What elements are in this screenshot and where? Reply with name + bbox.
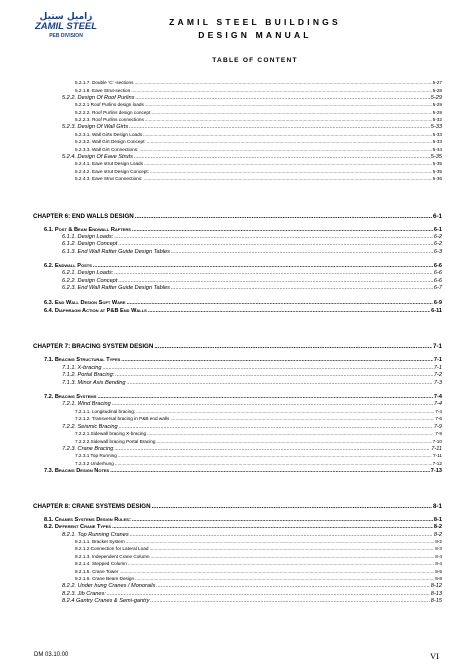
toc-entry-title: 7.2.1.2. Transversal bracing in P&B end walls — [75, 416, 170, 421]
toc-entry[interactable] — [75, 162, 442, 167]
toc-entry-title: 6.1. Post & Beam Endwall Rafters — [44, 226, 131, 233]
toc-entry[interactable] — [75, 570, 442, 575]
toc-entry-page: 6-6 — [433, 270, 442, 276]
toc-entry-title: 5.2.3. Design Of Wall Girts — [62, 124, 129, 130]
toc-entry[interactable] — [62, 447, 442, 453]
toc-entry-title: 7.1.1. X-bracing — [62, 364, 102, 371]
toc-entry[interactable] — [44, 301, 442, 307]
toc-entry[interactable] — [75, 111, 442, 116]
toc-leader-dots — [115, 373, 433, 379]
toc-leader-dots — [114, 235, 433, 241]
toc-entry-title: 6.2.2. Design Concept — [62, 278, 118, 284]
toc-entry[interactable] — [75, 133, 442, 138]
toc-entry-page: 8-5 — [435, 568, 442, 574]
toc-entry-title: 8.2. Different Crane Types — [44, 524, 112, 530]
toc-entry-title: 5.2.2.3. Roof Purlins connections — [75, 117, 144, 122]
toc-entry-title: 6.4. Diaphragm Action at P&B End Walls — [44, 307, 147, 314]
toc-entry-page: 7-3 — [433, 379, 442, 386]
toc-entry[interactable] — [44, 469, 442, 475]
toc-leader-dots — [152, 504, 432, 510]
toc-entry[interactable] — [75, 89, 442, 94]
toc-leader-dots — [156, 584, 430, 590]
toc-entry[interactable] — [62, 125, 442, 131]
toc-entry-page: 8-1 — [433, 517, 442, 523]
toc-entry[interactable] — [62, 373, 442, 379]
toc-entry-page: 8-8 — [435, 575, 442, 581]
toc-entry[interactable] — [44, 228, 442, 234]
toc-leader-dots — [103, 366, 433, 372]
toc-entry-title: 5.2.4.2. Eave strut Design Concept: — [75, 168, 149, 174]
toc-entry[interactable] — [44, 309, 442, 315]
toc-leader-dots — [171, 286, 433, 292]
toc-entry-page: 7-4 — [433, 401, 442, 407]
toc-entry-page: 5-34 — [432, 146, 442, 152]
toc-entry-title: 7.1. Bracing Structural Types — [44, 357, 121, 363]
toc-entry-title: 8.2.3. Jib Cranes: — [62, 590, 106, 597]
toc-entry-title: 7.2.1.1. Longitudinal bracing: — [75, 409, 136, 414]
toc-entry-title: 8.2.1.5. Crane Tower — [75, 568, 119, 574]
toc-entry[interactable] — [75, 103, 442, 108]
toc-leader-dots — [127, 301, 433, 307]
toc-entry-page: 5-36 — [432, 176, 442, 181]
toc-entry-title: 5.2.3.3. Wall Girt Connections: — [75, 146, 139, 152]
toc-entry-page: 8-2 — [433, 524, 442, 530]
toc-entry-page: 6-9 — [433, 300, 442, 306]
toc-entry[interactable] — [62, 286, 442, 292]
toc-entry-title: 8.2.4 Gantry Cranes & Semi-gantry — [62, 598, 150, 604]
toc-entry-page: 6-11 — [431, 307, 442, 314]
toc-leader-dots — [150, 170, 432, 175]
toc-leader-dots — [121, 358, 433, 364]
toc-leader-dots — [139, 148, 431, 153]
toc-leader-dots — [110, 469, 430, 475]
toc-leader-dots — [128, 562, 434, 567]
toc-entry-title: 7.2.1. Wind Bracing — [62, 401, 111, 407]
toc-entry[interactable] — [75, 140, 442, 145]
toc-entry[interactable] — [62, 381, 442, 387]
toc-entry[interactable] — [75, 577, 442, 582]
toc-entry-page: 6-2 — [433, 241, 442, 247]
toc-leader-dots — [145, 118, 432, 123]
toc-entry[interactable] — [75, 547, 442, 552]
toc-entry[interactable] — [75, 462, 442, 467]
toc-entry[interactable] — [62, 366, 442, 372]
toc-leader-dots — [150, 547, 435, 552]
toc-entry-page: 5-27 — [432, 80, 442, 85]
toc-entry[interactable] — [62, 155, 442, 161]
toc-entry-page: 7-1 — [433, 357, 442, 363]
toc-entry-title: 6.1.3. End Wall Rafter Guide Design Tables — [62, 248, 170, 255]
toc-entry-page: 6-3 — [433, 248, 442, 255]
logo-division-text: PEB DIVISION — [49, 33, 83, 39]
toc-entry-page: 8-13 — [430, 590, 442, 597]
toc-leader-dots — [134, 155, 430, 161]
toc-leader-dots — [114, 271, 433, 277]
toc-leader-dots — [135, 214, 432, 220]
toc-entry-page: 8-1 — [433, 503, 442, 510]
toc-entry-page: 7-4 — [433, 394, 442, 400]
toc-entry-page: 6-1 — [433, 213, 442, 220]
toc-entry-page: 7-11 — [431, 446, 442, 452]
toc-leader-dots — [131, 89, 431, 94]
toc-entry-page: 6-6 — [433, 263, 442, 269]
toc-entry-page: 6-6 — [433, 278, 442, 284]
toc-leader-dots — [136, 410, 434, 415]
toc-entry[interactable] — [62, 250, 442, 256]
toc-leader-dots — [118, 454, 432, 459]
toc-entry-title: 7.1.3. Minor Axis Bending — [62, 379, 126, 386]
toc-entry-page: 8-15 — [430, 598, 442, 604]
toc-entry-title: CHAPTER 7: BRACING SYSTEM DESIGN — [33, 343, 154, 350]
toc-leader-dots — [151, 555, 435, 560]
toc-leader-dots — [97, 395, 432, 401]
toc-entry[interactable] — [75, 432, 442, 437]
toc-entry[interactable] — [75, 148, 442, 153]
toc-entry-page: 5-33 — [432, 131, 442, 137]
toc-entry-title: 5.2.4.1. Eave strut Design Loads — [75, 161, 144, 166]
toc-leader-dots — [119, 425, 433, 431]
toc-entry-page: 8-2 — [435, 539, 442, 544]
toc-entry-page: 5-35 — [430, 154, 442, 160]
toc-entry-title: 5.2.1.7. Double ‘C’ -sections — [75, 80, 134, 85]
toc-entry-title: 7.2.2.1.Sidewall bracing X-bracing — [75, 431, 147, 436]
toc-entry-title: 7.2. Bracing Systems — [44, 394, 97, 400]
toc-entry-page: 8-4 — [435, 561, 442, 566]
toc-entry-page: 7-2 — [433, 372, 442, 378]
toc-entry[interactable] — [75, 555, 442, 560]
toc-leader-dots — [147, 432, 434, 437]
toc-entry-page: 8-3 — [435, 546, 442, 551]
toc-leader-dots — [145, 103, 432, 108]
toc-entry[interactable] — [75, 440, 442, 445]
toc-entry-page: 6-7 — [433, 285, 442, 291]
toc-leader-dots — [127, 381, 433, 387]
toc-leader-dots — [129, 125, 430, 131]
toc-entry-page: 7-13 — [430, 468, 442, 474]
toc-entry[interactable] — [44, 358, 442, 364]
toc-entry-title: 7.2.2.2.Sidewall bracing Portal Bracing — [75, 438, 156, 444]
document-code: DM 03.10.00 — [34, 652, 69, 658]
toc-leader-dots — [151, 111, 431, 116]
toc-leader-dots — [150, 599, 429, 605]
toc-leader-dots — [170, 417, 434, 422]
manual-title-line2: DESIGN MANUAL — [198, 30, 312, 40]
toc-entry-page: 7-4 — [435, 409, 442, 414]
toc-entry-title: CHAPTER 6: END WALLS DESIGN — [33, 213, 134, 220]
toc-entry-title: 6.2.3. End Wall Rafter Guide Design Tables — [62, 285, 170, 291]
toc-entry[interactable] — [44, 525, 442, 531]
toc-entry[interactable] — [62, 235, 442, 241]
manual-title-line1: ZAMIL STEEL BUILDINGS — [169, 17, 341, 27]
toc-entry[interactable] — [75, 81, 442, 86]
toc-entry-page: 5-32 — [432, 117, 442, 122]
toc-entry[interactable] — [44, 264, 442, 270]
toc-leader-dots — [112, 402, 433, 408]
toc-entry-page: 5-29 — [432, 109, 442, 115]
toc-entry-title: 7.2.3.2 Underhung — [75, 460, 114, 466]
toc-leader-dots — [115, 462, 432, 467]
toc-entry-page: 7-11 — [432, 453, 442, 458]
toc-leader-dots — [119, 570, 434, 575]
toc-entry-title: 5.2.3.2. Wall Girt Design Concept: — [75, 139, 146, 144]
toc-entry[interactable] — [75, 410, 442, 415]
toc-leader-dots — [126, 540, 434, 545]
toc-entry[interactable] — [62, 584, 442, 590]
toc-entry[interactable] — [75, 417, 442, 422]
toc-entry[interactable] — [62, 402, 442, 408]
toc-entry[interactable] — [33, 214, 442, 220]
toc-entry-title: 5.2.2.2. Roof Purlins design concept — [75, 109, 151, 115]
toc-leader-dots — [118, 242, 433, 248]
toc-entry-title: 7.1.2. Portal Bracing: — [62, 372, 115, 378]
toc-leader-dots — [144, 177, 432, 182]
toc-entry-title: 8.2.1. Top Running Cranes — [62, 531, 129, 538]
toc-entry[interactable] — [33, 344, 442, 350]
toc-entry-title: 7.2.3. Crane Bracing — [62, 446, 114, 452]
toc-entry[interactable] — [75, 540, 442, 545]
toc-entry-title: CHAPTER 8: CRANE SYSTEMS DESIGN — [33, 503, 151, 510]
toc-entry[interactable] — [75, 177, 442, 182]
toc-entry[interactable] — [33, 504, 442, 510]
toc-entry-title: 8.2.1.6. Crane Beam Design — [75, 575, 135, 581]
toc-entry[interactable] — [75, 454, 442, 459]
toc-entry[interactable] — [62, 533, 442, 539]
toc-entry[interactable] — [62, 279, 442, 285]
toc-entry-title: 5.2.4. Design Of Eave Struts — [62, 154, 133, 160]
toc-entry-title: 8.2.1.1. Bracket System — [75, 539, 125, 544]
toc-leader-dots — [135, 96, 429, 102]
toc-entry-page: 7-1 — [433, 343, 442, 350]
toc-entry-title: 5.2.1.8. Eave Strut-section — [75, 87, 131, 93]
toc-leader-dots — [114, 447, 430, 453]
toc-entry-title: 6.1.1. Design Loads: — [62, 233, 114, 240]
toc-entry-page: 7-6 — [435, 416, 442, 421]
page-number: VI — [430, 651, 439, 661]
toc-entry-title: 7.2.3.1 Top Running — [75, 453, 117, 458]
toc-entry-title: 5.2.4.3. Eave Strut Connections: — [75, 176, 143, 181]
toc-entry-page: 5-29 — [430, 94, 442, 101]
toc-leader-dots — [147, 140, 432, 145]
toc-leader-dots — [144, 162, 432, 167]
toc-entry-title: 8.2.2. Under hung Cranes / Monorails — [62, 583, 156, 589]
toc-leader-dots — [107, 592, 430, 598]
toc-entry-title: 7.2.2. Seismic Bracing — [62, 423, 118, 430]
toc-entry-title: 7.3. Bracing Design Notes — [44, 468, 110, 474]
toc-entry-page: 7-9 — [433, 423, 442, 430]
logo-brand-text: ZAMIL STEEL — [34, 21, 98, 32]
toc-leader-dots — [171, 250, 433, 256]
toc-leader-dots — [143, 133, 432, 138]
toc-leader-dots — [132, 228, 433, 234]
toc-leader-dots — [112, 525, 433, 531]
toc-entry[interactable] — [44, 395, 442, 401]
toc-entry-page: 5-33 — [430, 124, 442, 130]
toc-leader-dots — [148, 309, 430, 315]
toc-leader-dots — [93, 264, 433, 270]
toc-entry-title: 6.3. End Wall Design Soft Ware — [44, 300, 126, 306]
toc-entry-page: 7-9 — [435, 431, 442, 436]
toc-entry-title: 8.1. Cranes Systems Design Rules: — [44, 517, 131, 523]
toc-entry[interactable] — [62, 96, 442, 102]
toc-entry-title: 8.2.1.4. Stepped Column — [75, 561, 127, 566]
toc-leader-dots — [135, 577, 434, 582]
toc-entry[interactable] — [44, 518, 442, 524]
toc-entry[interactable] — [75, 170, 442, 175]
toc-entry[interactable] — [62, 592, 442, 598]
toc-entry[interactable] — [75, 118, 442, 123]
toc-entry-page: 6-2 — [433, 233, 442, 240]
toc-leader-dots — [118, 279, 433, 285]
toc-entry-page: 5-29 — [432, 102, 442, 107]
toc-leader-dots — [157, 440, 432, 445]
toc-entry-page: 5-33 — [432, 139, 442, 144]
toc-entry-page: 8-2 — [433, 531, 442, 538]
toc-entry-page: 8-4 — [435, 553, 442, 559]
toc-entry-page: 7-1 — [433, 364, 442, 371]
toc-entry[interactable] — [62, 271, 442, 277]
toc-entry-page: 8-12 — [430, 583, 442, 589]
toc-entry[interactable] — [62, 599, 442, 605]
toc-entry-title: 5.2.2.1 Roof Purlins design loads — [75, 102, 144, 107]
toc-entry[interactable] — [62, 242, 442, 248]
toc-entry-title: 8.2.1.2.Connection for Lateral Load — [75, 546, 149, 551]
toc-heading: TABLE OF CONTENT — [212, 57, 298, 64]
toc-entry-title: 6.2.1. Design Loads: — [62, 270, 114, 276]
toc-leader-dots — [130, 533, 433, 539]
toc-leader-dots — [132, 518, 433, 524]
toc-leader-dots — [154, 344, 432, 350]
toc-entry-title: 5.2.2. Design Of Roof Purlins — [62, 94, 135, 101]
logo-arabic-text: زاميل ستيل — [39, 12, 93, 22]
toc-entry[interactable] — [62, 425, 442, 431]
toc-entry-title: 5.2.3.1. Wall Girts Design Loads — [75, 131, 143, 137]
toc-entry-title: 6.1.2. Design Concept — [62, 241, 118, 247]
toc-entry-page: 5-28 — [432, 87, 442, 93]
toc-entry-page: 7-12 — [432, 460, 442, 466]
toc-entry-title: 8.2.1.3. Independent Crane Column — [75, 553, 150, 559]
toc-entry-title: 6.2. Endwall Posts — [44, 263, 92, 269]
toc-entry-page: 7-10 — [432, 438, 442, 444]
toc-leader-dots — [134, 81, 431, 86]
toc-entry-page: 6-1 — [433, 226, 442, 233]
toc-entry-page: 5-35 — [432, 161, 442, 166]
toc-entry-page: 5-35 — [432, 168, 442, 174]
toc-entry[interactable] — [75, 562, 442, 567]
